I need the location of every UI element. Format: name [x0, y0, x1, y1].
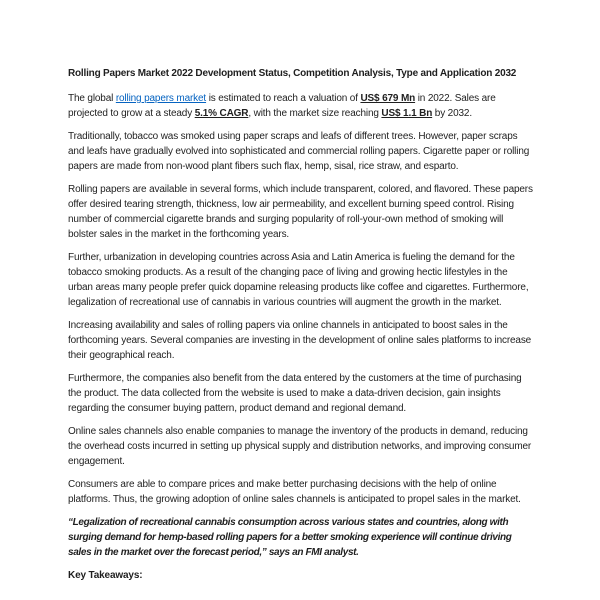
- text-segment: , with the market size reaching: [248, 108, 382, 119]
- inventory-paragraph: [68, 424, 534, 469]
- history-paragraph: [68, 129, 534, 174]
- rolling-papers-market-link[interactable]: rolling papers market: [115, 93, 207, 104]
- document-body: [68, 91, 534, 583]
- text-segment: Rolling papers are available in several forms, which include transparent, colored, and flavored. These papers offer desired tearing strength, thickness, low air permeability, and excellent burning speed control. Rising number of commercial cigarette brands and surging popularity of roll-your-own method of smoking will bolster sales in the market in the forthcoming years.: [68, 184, 533, 240]
- text-segment: Further, urbanization in developing countries across Asia and Latin America is fueling the demand for the tobacco smoking products. As a result of the changing pace of living and growing hectic lifestyles in the urban areas many people prefer quick dopamine releasing products like coffee and cigarettes. Furthermore, legalization of recreational use of cannabis in various countries will augment the growth in the market.: [68, 252, 529, 308]
- text-segment: Furthermore, the companies also benefit from the data entered by the customers at the time of purchasing the product. The data collected from the website is used to make a data-driven decision, gain insights regarding the consumer buying pattern, product demand and regional demand.: [68, 373, 522, 414]
- text-segment: in 2022. Sales are projected to grow at a steady: [68, 93, 496, 119]
- highlighted-figure: US$ 1.1 Bn: [381, 108, 433, 119]
- highlighted-figure: 5.1% CAGR: [194, 108, 249, 119]
- document-content: [68, 66, 534, 583]
- customer-data-paragraph: [68, 371, 534, 416]
- text-segment: Online sales channels also enable companies to manage the inventory of the products in demand, reducing the overhead costs incurred in setting up physical supply and distribution networks, and improving consumer engagement.: [68, 426, 532, 467]
- text-segment: “Legalization of recreational cannabis consumption across various states and countries, along with surging demand for hemp-based rolling papers for a better smoking experience will continue driving sales in the market over the forecast period,” says an FMI analyst.: [68, 517, 512, 558]
- consumer-comparison-paragraph: [68, 477, 534, 507]
- text-segment: Key Takeaways:: [68, 570, 143, 581]
- text-segment: Increasing availability and sales of rolling papers via online channels in anticipated to boost sales in the forthcoming years. Several companies are investing in the development of online sales platforms to increase their geographical reach.: [68, 320, 532, 361]
- intro-paragraph: [68, 91, 534, 121]
- text-segment: is estimated to reach a valuation of: [206, 93, 361, 104]
- text-segment: The global: [68, 93, 116, 104]
- text-segment: by 2032.: [432, 108, 472, 119]
- urbanization-paragraph: [68, 250, 534, 310]
- document-title: Rolling Papers Market 2022 Development Status, Competition Analysis, Type and Application 2032: [68, 68, 517, 79]
- key-takeaways-heading: [68, 568, 534, 583]
- online-availability-paragraph: [68, 318, 534, 363]
- text-segment: Traditionally, tobacco was smoked using paper scraps and leafs of different trees. However, paper scraps and leafs have gradually evolved into sophisticated and commercial rolling papers. Cigarette paper or rolling papers are made from non-wood plant fibers such flax, hemp, sisal, rice straw, and esparto.: [68, 131, 530, 172]
- forms-paragraph: [68, 182, 534, 242]
- analyst-quote-paragraph: [68, 515, 534, 560]
- text-segment: Consumers are able to compare prices and make better purchasing decisions with the help of online platforms. Thus, the growing adoption of online sales channels is anticipated to propel sales in the market.: [68, 479, 521, 505]
- highlighted-figure: US$ 679 Mn: [360, 93, 416, 104]
